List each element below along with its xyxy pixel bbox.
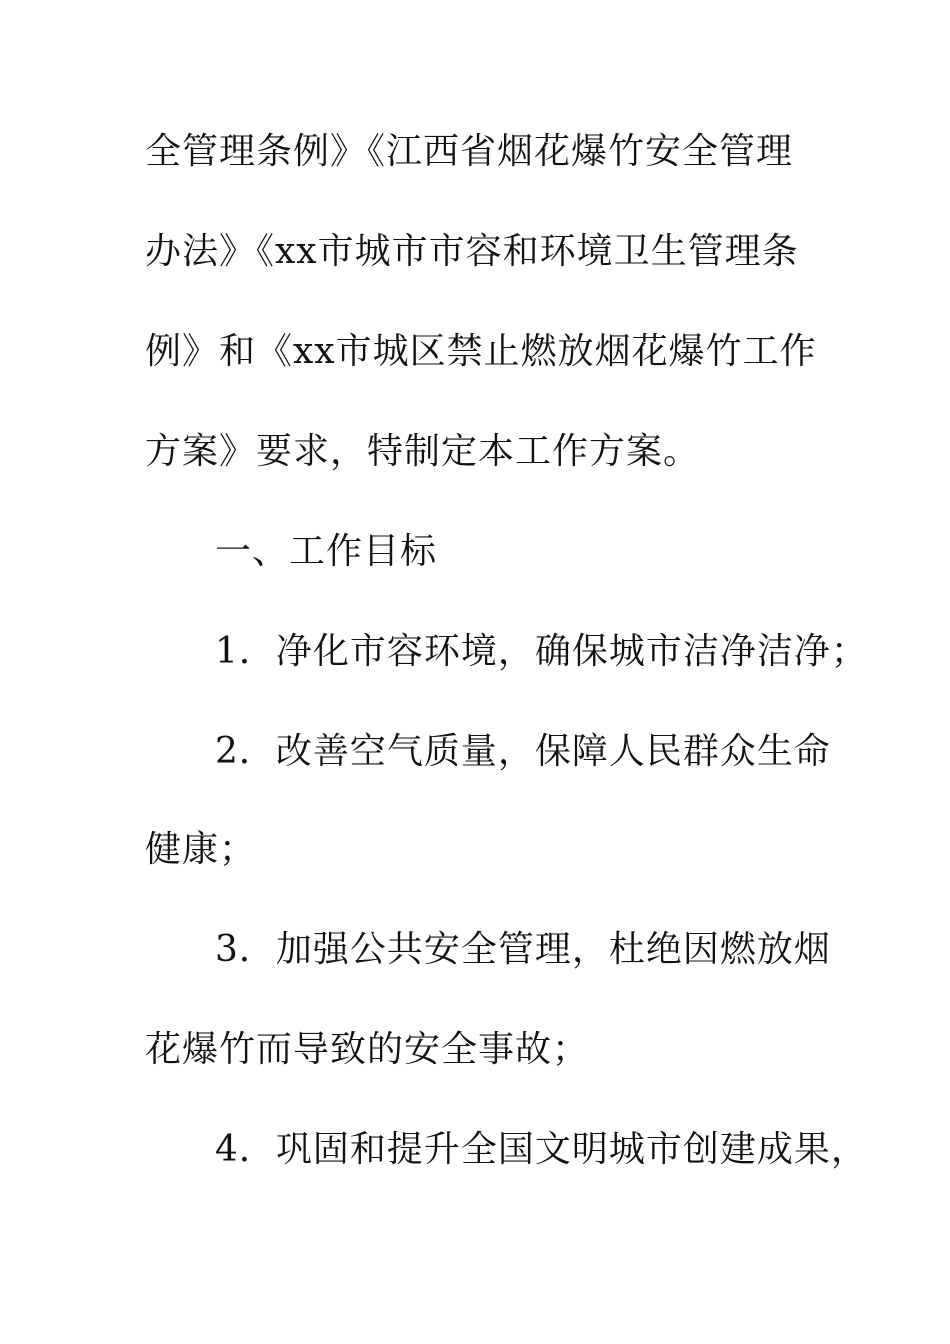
list-item-2: 2．改善空气质量，保障人民群众生命 <box>215 731 831 772</box>
section-heading: 一、工作目标 <box>215 531 438 572</box>
list-item-2-continuation: 健康； <box>145 829 257 870</box>
list-item-3-continuation: 花爆竹而导致的安全事故； <box>145 1029 590 1070</box>
paragraph-line-4: 方案》要求，特制定本工作方案。 <box>145 431 701 472</box>
list-item-4: 4．巩固和提升全国文明城市创建成果， <box>215 1129 868 1170</box>
list-item-1: 1．净化市容环境，确保城市洁净洁净； <box>215 631 868 672</box>
paragraph-line-2: 办法》《xx市城市市容和环境卫生管理条 <box>145 231 799 272</box>
paragraph-line-1: 全管理条例》《江西省烟花爆竹安全管理 <box>145 131 794 172</box>
paragraph-line-3: 例》和《xx市城区禁止燃放烟花爆竹工作 <box>145 331 817 372</box>
list-item-3: 3．加强公共安全管理，杜绝因燃放烟 <box>215 929 831 970</box>
